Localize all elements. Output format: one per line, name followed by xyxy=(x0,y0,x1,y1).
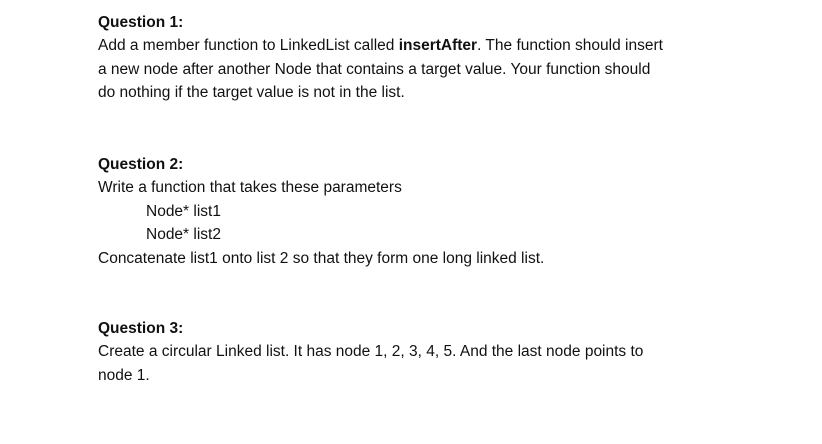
text-segment: . The function should insert xyxy=(477,37,663,54)
question-text-line: Create a circular Linked list. It has node 1, 2, 3, 4, 5. And the last node points to xyxy=(98,343,644,360)
question-3 xyxy=(98,318,798,387)
question-text-line: Concatenate list1 onto list 2 so that they form one long linked list. xyxy=(98,249,545,267)
question-1 xyxy=(98,12,798,105)
text-segment: Add a member function to LinkedList called xyxy=(98,37,399,54)
question-text-line: Write a function that takes these parameters xyxy=(98,179,402,196)
question-title: Question 3: xyxy=(98,320,184,337)
question-title: Question 1: xyxy=(98,14,184,31)
question-text-line: do nothing if the target value is not in the list. xyxy=(98,84,405,101)
parameter-line: Node* list1 xyxy=(146,202,221,220)
question-text-line: node 1. xyxy=(98,366,150,384)
question-text-line xyxy=(98,34,798,58)
question-2 xyxy=(98,154,798,270)
question-text-line: a new node after another Node that contains a target value. Your function should xyxy=(98,60,651,78)
function-name-bold: insertAfter xyxy=(398,37,478,54)
question-title: Question 2: xyxy=(98,156,184,173)
parameter-line: Node* list2 xyxy=(146,226,221,243)
